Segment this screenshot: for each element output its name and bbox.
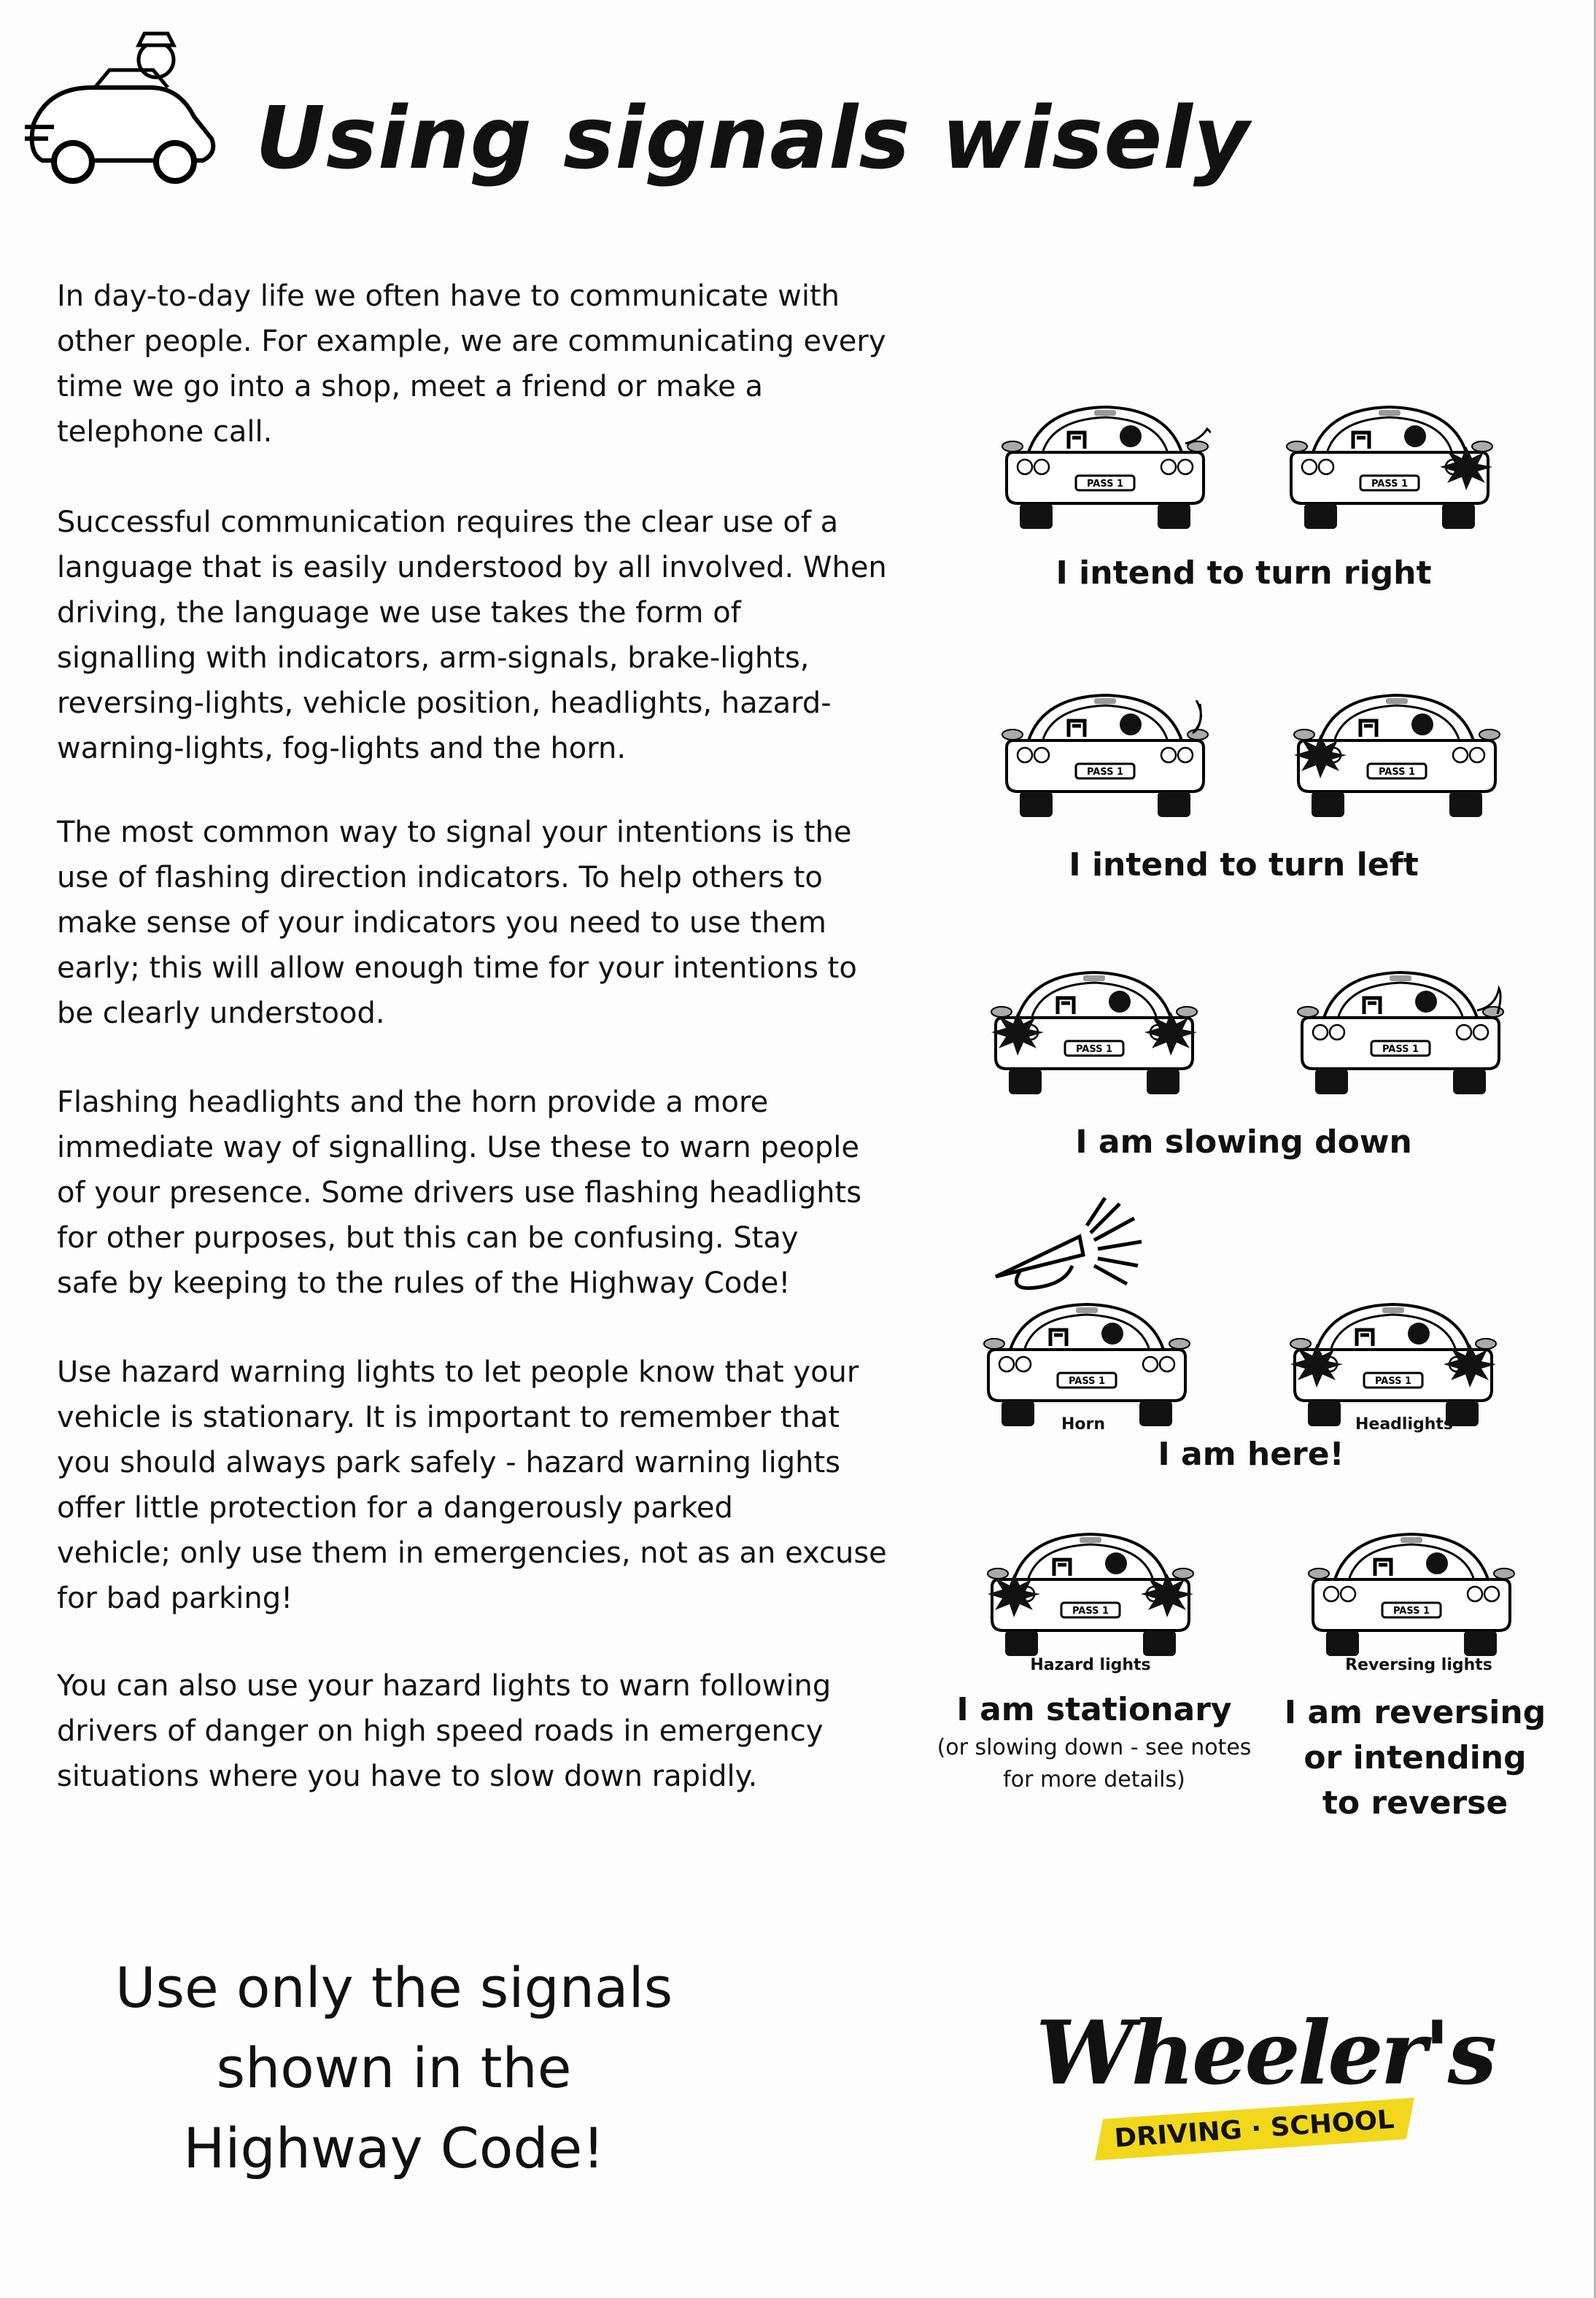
caption-slowing-down: I am slowing down — [1075, 1123, 1412, 1161]
car-hazard-lights-icon — [985, 1521, 1196, 1660]
stationary-note-line: (or slowing down - see notes — [937, 1735, 1252, 1760]
headlights-tag: Headlights — [1355, 1415, 1454, 1434]
paragraph-line: time we go into a shop, meet a friend or make a — [57, 370, 763, 403]
paragraph-line: situations where you have to slow down rapidly. — [57, 1760, 758, 1793]
paragraph-line: for other purposes, but this can be confusing. Stay — [57, 1221, 799, 1255]
wheelers-logo — [1036, 1999, 1495, 2189]
paragraph-line: other people. For example, we are communicating every — [57, 325, 886, 358]
logo-wordmark: Wheeler's — [1036, 2002, 1495, 2105]
car-turn-right-indicator-icon — [1284, 394, 1495, 533]
caption-turn-left: I intend to turn left — [1069, 846, 1419, 883]
car-slowing-arm-icon — [1295, 959, 1506, 1098]
paragraph-line: safe by keeping to the rules of the Highway Code! — [57, 1266, 791, 1300]
paragraph-line: signalling with indicators, arm-signals, brake-lights, — [57, 641, 810, 675]
footer-line: shown in the — [216, 2035, 572, 2100]
paragraph-line: telephone call. — [57, 415, 273, 449]
number-plate: PASS 1 — [1072, 1606, 1109, 1617]
paragraph — [57, 810, 918, 1036]
paragraph-line: vehicle; only use them in emergencies, not as an excuse — [57, 1536, 887, 1570]
logo-tagline: DRIVING · SCHOOL — [1113, 2105, 1396, 2154]
caption-turn-right: I intend to turn right — [1055, 554, 1432, 592]
footer-line: Highway Code! — [183, 2116, 605, 2181]
paragraph-line: language that is easily understood by all involved. When — [57, 551, 887, 584]
car-headlights-flash-icon — [1287, 1291, 1499, 1430]
paragraph-line: Use hazard warning lights to let people know that your — [57, 1355, 859, 1389]
paragraph-line: reversing-lights, vehicle position, headlights, hazard- — [57, 686, 832, 720]
paragraph-line: make sense of your indicators you need to use them — [57, 906, 826, 940]
paragraph-line: Flashing headlights and the horn provide a more — [57, 1086, 769, 1119]
caption-i-am-here: I am here! — [1158, 1436, 1344, 1473]
car-slowing-brake-lights-icon — [988, 959, 1200, 1098]
paragraph — [57, 1350, 918, 1621]
car-turn-left-arm-icon — [999, 682, 1211, 821]
number-plate: PASS 1 — [1374, 1376, 1412, 1387]
page-title: Using signals wisely — [255, 88, 1250, 188]
paragraph-line: use of flashing direction indicators. To help others to — [57, 861, 823, 894]
car-horn-icon — [981, 1291, 1193, 1430]
number-plate: PASS 1 — [1392, 1606, 1430, 1617]
horn-tag: Horn — [1061, 1415, 1106, 1434]
paragraph-line: be clearly understood. — [57, 997, 385, 1030]
paragraph-line: you should always park safely - hazard warning lights — [57, 1446, 841, 1479]
number-plate: PASS 1 — [1086, 767, 1124, 778]
car-turn-left-indicator-icon — [1291, 682, 1503, 821]
paragraph-line: The most common way to signal your intentions is the — [57, 816, 852, 849]
footer-line: Use only the signals — [115, 1955, 673, 2020]
paragraph — [57, 500, 918, 771]
paragraph-line: vehicle is stationary. It is important to remember that — [57, 1401, 840, 1434]
caption-reversing-line: or intending — [1303, 1739, 1527, 1776]
stationary-note-line: for more details) — [1003, 1767, 1185, 1792]
number-plate: PASS 1 — [1086, 479, 1124, 490]
paragraph-line: of your presence. Some drivers use flashing headlights — [57, 1176, 862, 1210]
paragraph-line: for bad parking! — [57, 1582, 293, 1615]
paragraph — [57, 1080, 918, 1306]
paragraph-line: Successful communication requires the clear use of a — [57, 506, 839, 539]
paragraph-line: early; this will allow enough time for your intentions to — [57, 951, 857, 985]
cartoon-car-mascot-icon — [22, 22, 226, 197]
caption-reversing-line: I am reversing — [1284, 1694, 1546, 1731]
number-plate: PASS 1 — [1382, 1044, 1419, 1055]
car-turn-right-arm-icon — [999, 394, 1211, 533]
horn-icon — [992, 1196, 1153, 1299]
paragraph-line: warning-lights, fog-lights and the horn. — [57, 732, 627, 765]
number-plate: PASS 1 — [1075, 1044, 1113, 1055]
number-plate: PASS 1 — [1068, 1376, 1106, 1387]
paragraph-line: You can also use your hazard lights to warn following — [57, 1669, 832, 1703]
paragraph-line: driving, the language we use takes the form of — [57, 596, 741, 630]
paragraph-line: offer little protection for a dangerously parked — [57, 1491, 733, 1525]
reversing-lights-tag: Reversing lights — [1345, 1656, 1492, 1674]
caption-reversing-line: to reverse — [1322, 1784, 1508, 1822]
paragraph-line: drivers of danger on high speed roads in emergency — [57, 1714, 824, 1748]
car-reversing-lights-icon — [1306, 1521, 1517, 1660]
number-plate: PASS 1 — [1378, 767, 1416, 778]
caption-stationary: I am stationary — [956, 1691, 1232, 1728]
paragraph — [57, 274, 918, 454]
hazard-lights-tag: Hazard lights — [1030, 1656, 1151, 1674]
paragraph-line: In day-to-day life we often have to communicate with — [57, 279, 840, 313]
paragraph-line: immediate way of signalling. Use these to warn people — [57, 1131, 860, 1164]
number-plate: PASS 1 — [1371, 479, 1409, 490]
paragraph — [57, 1663, 918, 1799]
